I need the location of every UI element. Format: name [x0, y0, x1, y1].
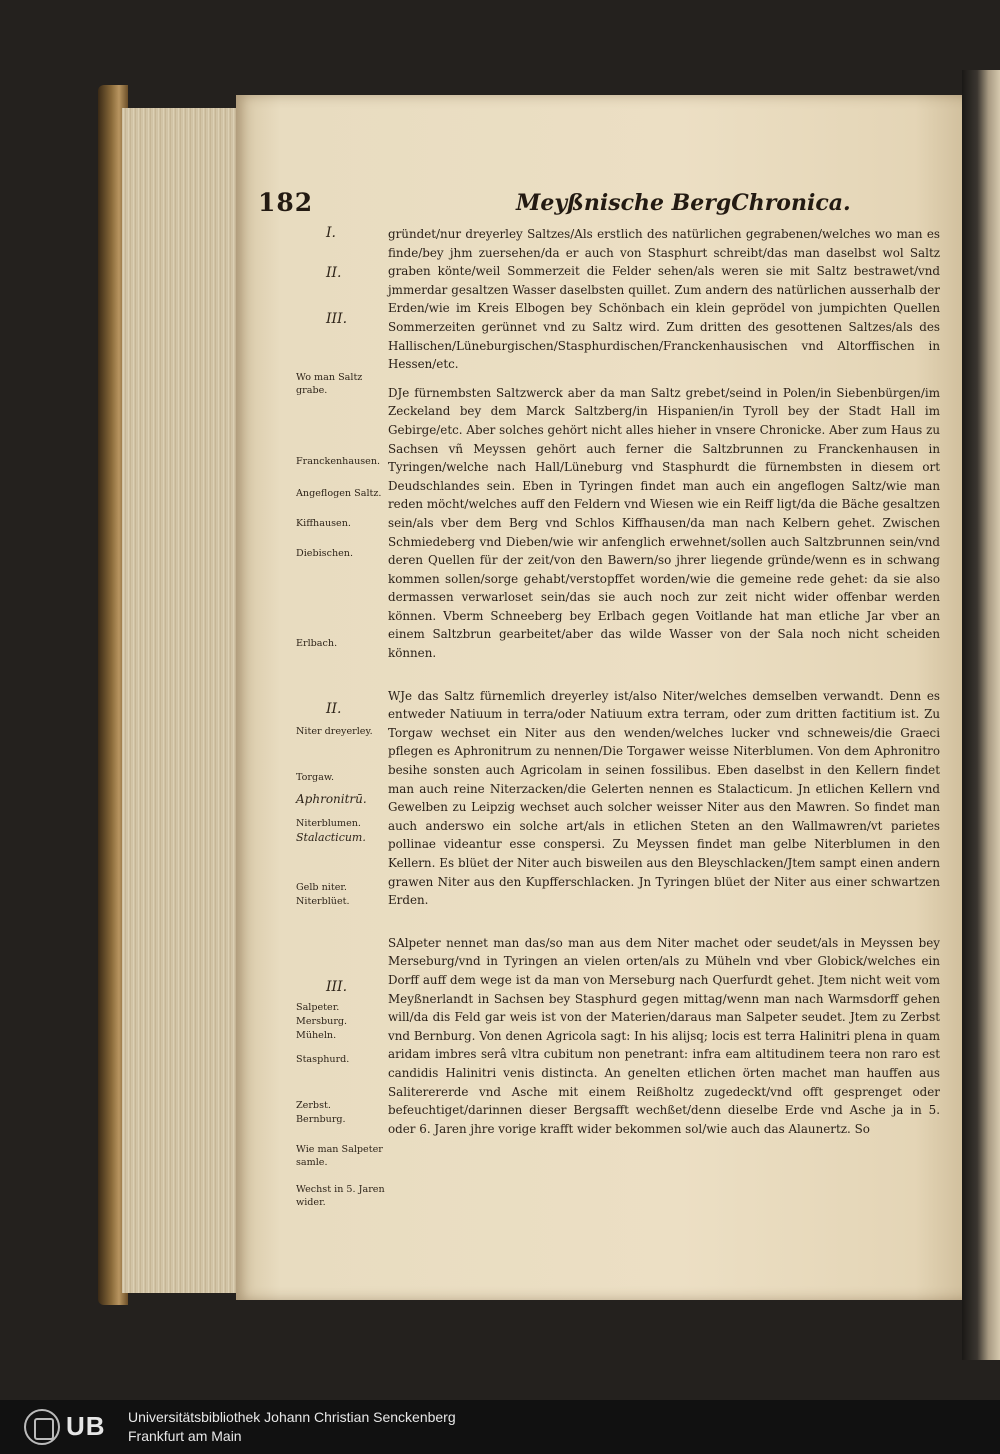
paragraph: DJe fürnembsten Saltzwerck aber da man Saltz grebet/seind in Polen/in Siebenbürgen/im Zeckeland bey dem Marck Saltzberg/in Hispanien/in Tyroll bey der Stadt Hall im Gebirge/etc. Aber solches gehört nicht alles hieher in vnsere Chronicke. Aber zum Haus zu Sachsen vñ Meyssen gehört auch ferner die Saltzbrunnen zu Franckenhausen in Tyringen/welche nach Hall/Lüneburg vnd Stasphurdt die fürnembsten in diesem ort Deudschlandes sein. Eben in Tyringen findet man auch ein angeflogen Saltz/wie man reden möcht/welches auff den Feldern vnd Wiesen wie ein Reiff ligt/da die Bäche gesaltzen sein/als vber dem Berg vnd Schlos Kiffhausen/da man nach Kelbern gehet. Zwischen Schmiedeberg vnd Dieben/wie wir anfenglich erwehnet/sollen auch Saltzbrunnen sein/vnd deren Quellen für der zeit/von den Bawern/so jhrer liegende gründe/wenn es in schwang kommen sollen/sorge gehabt/verstopffet worden/wie die gemeine rede gehet: da sie also dermassen verwarloset sein/das sie auch noch zur zeit nicht wider offenbar werden können. Vberm Schneeberg bey Erlbach gegen Voitlande hat man etliche Jar vber an einem Saltzbrun gearbeitet/aber das wilde Wasser von der Sala noch nicht scheiden können. — [388, 385, 940, 661]
margin-note: Diebischen. — [296, 548, 354, 559]
paragraph: gründet/nur dreyerley Saltzes/Als erstlich des natürlichen gegrabenen/welches wo man es finde/bey jhm zuersehen/da er auch von Stasphurt schreibt/das man daselbst wol Saltz graben könte/weil Sommerzeit die Felder sehen/als weren sie mit Saltz bestrawet/vnd jmmerdar gesaltzen Wasser daselbsten quillet. Zum andern des natürlichen ausserhalb der Erden/wie im Kreis Elbogen bey Schönbach ein klein geprödel von jumpichten Quellen Sommerzeiten gerünnet vnd zu Saltz wird. Zum dritten des gesottenen Saltzes/als des Hallischen/Lüneburgischen/Stasphurdischen/Franckenhausischen vnd Altorffischen in Hessen/etc. — [388, 227, 940, 372]
next-page-edge — [962, 70, 1000, 1360]
footer-credit — [128, 1408, 456, 1446]
paragraph: SAlpeter nennet man das/so man aus dem Niter machet oder seudet/als in Meyssen bey Merseburg/vnd in Tyringen an vielen orten/als zu Müheln vnd vber Globick/welches ein Dorff auff dem wege ist da man von Merseburg nach Querfurdt gehet. Jtem nicht weit vom Meyßnerlandt in Sachsen bey Stasphurd gegen mittag/wenn man nach Warmsdorff gehen will/da dis Feld gar weis ist von der Materien/daraus man Salpeter seudet. Jtem zu Zerbst vnd Bernburg. Von denen Agricola sagt: In his alijsq; locis est terra Halinitri plena in quam aridam imbres serâ vltra cubitum non penetrant: infra eam altitudinem teera non raro est candidis Halinitri venis distincta. An genelten etlichen örten machet man hauffen aus Saliterererde vnd Asche mit einem Reißholtz zugedeckt/vnd offt gesprenget oder befeuchtiget/darinnen dieser Bergsafft wechßet/denn dieselbe Erde vnd Asche ja in 5. oder 6. Jaren jhre vorige krafft wider bekommen sol/wie auch das Alaunertz. So — [388, 935, 940, 1136]
margin-note: Gelb niter. — [296, 882, 347, 893]
margin-note: Niterblumen. — [296, 818, 361, 829]
margin-note: Salpeter. — [296, 1002, 340, 1013]
margin-note: Niterblüet. — [296, 896, 350, 907]
page-number: 182 — [258, 188, 314, 217]
margin-note: II. — [326, 701, 342, 717]
margin-note: Wechst in 5. Jaren wider. — [296, 1184, 385, 1208]
margin-note: Müheln. — [296, 1030, 337, 1041]
margin-note: Stasphurd. — [296, 1054, 350, 1065]
margin-note: Wie man Salpeter samle. — [296, 1144, 383, 1168]
paragraph: WJe das Saltz fürnemlich dreyerley ist/also Niter/welches demselben verwandt. Denn es entweder Natiuum in terra/oder Natiuum extra terram, oder zum dritten factitium ist. Zu Torgaw wechset ein Niter aus den wenden/welches lucker vnd schneweis/die Graeci pflegen es Aphronitrum zu nennen/Die Torgawer weisse Niterblumen. Von dem Aphronitro besihe sonsten auch Agricolam in seinen fossilibus. Eben daselbst in den Kellern findet man auch reine Niterzacken/die Gelerten nennen es Stalacticum. Jn etlichen Kellern vnd Gewelben zu Leipzig wechset auch solcher weisser Niter aus den Mawren. So findet man auch anderswo ein solche art/als in etlichen Steten an den Wallmawren/vt parietes pollinae videantur esse conspersi. Zu Meyssen findet man gelbe Niterblumen in den Kellern. Es blüet der Niter auch bisweilen aus den Bleyschlacken/Jtem sampt einen andern grawen Niter aus den Kupfferschlacken. Jn Tyringen blüet der Niter aus einer schwartzen Erden. — [388, 688, 940, 908]
page-stack — [122, 108, 242, 1293]
margin-note: Torgaw. — [296, 772, 334, 783]
running-title: Meyßnische BergChronica. — [516, 190, 851, 216]
margin-note: Erlbach. — [296, 638, 338, 649]
footer-line-2: Frankfurt am Main — [128, 1428, 242, 1444]
library-logo[interactable] — [24, 1409, 120, 1445]
margin-notes — [296, 225, 388, 1250]
margin-note: II. — [326, 265, 342, 281]
margin-note: Kiffhausen. — [296, 518, 351, 529]
margin-note: Niter dreyerley. — [296, 726, 373, 737]
margin-note: Mersburg. — [296, 1016, 348, 1027]
logo-text: UB — [66, 1411, 106, 1441]
margin-note: I. — [326, 225, 336, 241]
margin-note: Stalacticum. — [296, 831, 366, 844]
margin-note: Franckenhausen. — [296, 456, 381, 467]
seal-icon — [24, 1409, 60, 1445]
margin-note: Bernburg. — [296, 1114, 346, 1125]
footer-bar — [0, 1400, 1000, 1454]
page-header — [258, 188, 948, 224]
margin-note: III. — [326, 311, 348, 327]
footer-line-1: Universitätsbibliothek Johann Christian Senckenberg — [128, 1409, 456, 1425]
main-text-column — [388, 225, 940, 1250]
margin-note: Zerbst. — [296, 1100, 331, 1111]
margin-note: Aphronitrū. — [296, 792, 367, 806]
margin-note: Angeflogen Saltz. — [296, 488, 382, 499]
margin-note: Wo man Saltz grabe. — [296, 372, 363, 396]
margin-note: III. — [326, 979, 348, 995]
